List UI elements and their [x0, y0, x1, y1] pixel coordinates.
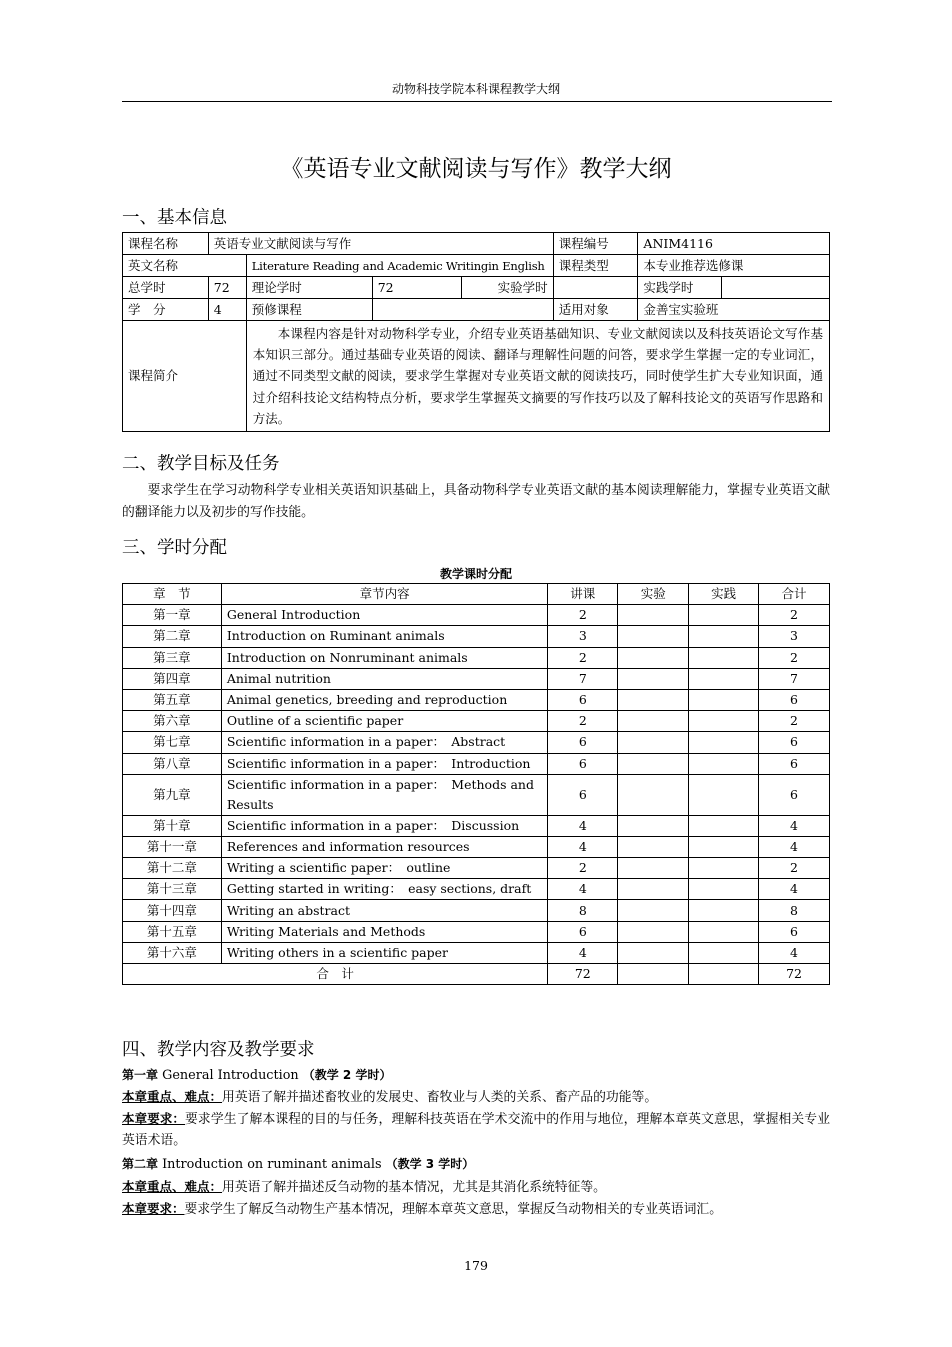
section-heading-hours: 三、学时分配	[122, 538, 227, 558]
row-total: 6	[759, 689, 830, 710]
chapter1-title: 第一章	[122, 1068, 159, 1082]
english-name-label: 英文名称	[123, 255, 247, 277]
row-content: Outline of a scientific paper	[221, 711, 548, 732]
col-header-lecture: 讲课	[548, 584, 618, 605]
col-header-content: 章节内容	[221, 584, 548, 605]
row-chapter: 第一章	[123, 605, 222, 626]
row-lab	[618, 942, 689, 963]
row-total: 2	[759, 711, 830, 732]
table-row	[123, 647, 830, 668]
row-content: Animal genetics, breeding and reproduction	[221, 689, 548, 710]
chapter2-req-text: 要求学生了解反刍动物生产基本情况，理解本章英文意思，掌握反刍动物相关的专业英语词汇。	[184, 1202, 722, 1217]
row-practice	[689, 858, 759, 879]
row-lecture: 2	[548, 858, 618, 879]
row-lab	[618, 753, 689, 774]
table-row	[123, 900, 830, 921]
row-chapter: 第十五章	[123, 921, 222, 942]
english-name-value: Literature Reading and Academic Writingin English	[246, 255, 553, 277]
table-row	[123, 942, 830, 963]
table-row	[123, 753, 830, 774]
row-content: Animal nutrition	[221, 668, 548, 689]
row-chapter: 第二章	[123, 626, 222, 647]
theory-hours-value: 72	[372, 277, 461, 299]
row-chapter: 第十六章	[123, 942, 222, 963]
row-total: 6	[759, 921, 830, 942]
row-content: Scientific information in a paper： Methods and Results	[221, 774, 548, 815]
row-practice	[689, 921, 759, 942]
row-practice	[689, 774, 759, 815]
practice-hours-label: 实践学时	[638, 277, 722, 299]
row-practice	[689, 689, 759, 710]
row-lecture: 2	[548, 711, 618, 732]
prereq-label: 预修课程	[246, 299, 372, 321]
chapter1-hours: （教学 2 学时）	[302, 1068, 392, 1082]
row-lab	[618, 858, 689, 879]
course-type-value: 本专业推荐选修课	[638, 255, 830, 277]
row-lecture: 4	[548, 879, 618, 900]
row-lab	[618, 921, 689, 942]
row-lab	[618, 879, 689, 900]
table-row	[123, 605, 830, 626]
row-lab	[618, 605, 689, 626]
row-total: 3	[759, 626, 830, 647]
section-heading-content: 四、教学内容及教学要求	[122, 1040, 315, 1060]
row-practice	[689, 753, 759, 774]
chapter1-req-label: 本章要求：	[122, 1111, 186, 1126]
basic-info-table	[122, 232, 830, 432]
audience-value: 金善宝实验班	[638, 299, 830, 321]
chapter2-hours: （教学 3 学时）	[385, 1157, 475, 1171]
audience-label: 适用对象	[553, 299, 638, 321]
row-lecture: 6	[548, 689, 618, 710]
chapter2-key-points	[122, 1176, 830, 1198]
row-lecture: 3	[548, 626, 618, 647]
course-intro-text: 本课程内容是针对动物科学专业，介绍专业英语基础知识、专业文献阅读以及科技英语论文写作基本知识三部分。通过基础专业英语的阅读、翻译与理解性问题的问答，要求学生掌握一定的专业词汇，通过不同类型文献的阅读，要求学生掌握对专业英语文献的阅读技巧，同时使学生扩大专业知识面，通过介绍科技论文结构特点分析，要求学生掌握英文摘要的写作技巧以及了解科技论文的英语写作思路和方法。	[246, 321, 829, 432]
row-content: Getting started in writing： easy sections, draft	[221, 879, 548, 900]
row-chapter: 第六章	[123, 711, 222, 732]
running-header: 动物科技学院本科课程教学大纲	[391, 82, 560, 96]
sum-total: 72	[759, 964, 830, 985]
course-intro-label: 课程简介	[123, 321, 247, 432]
chapter2-key-text: 用英语了解并描述反刍动物的基本情况，尤其是其消化系统特征等。	[222, 1180, 606, 1195]
row-lecture: 6	[548, 774, 618, 815]
section-heading-goals: 二、教学目标及任务	[122, 454, 280, 474]
table-row	[123, 774, 830, 815]
chapter1-heading	[122, 1065, 830, 1086]
table-row	[123, 879, 830, 900]
row-lecture: 6	[548, 921, 618, 942]
chapter2-title: 第二章	[122, 1157, 159, 1171]
page-number: 179	[464, 1258, 488, 1273]
row-chapter: 第四章	[123, 668, 222, 689]
row-lecture: 7	[548, 668, 618, 689]
row-chapter: 第七章	[123, 732, 222, 753]
chapter2-requirements	[122, 1198, 830, 1220]
table-row	[123, 711, 830, 732]
table-row	[123, 732, 830, 753]
document-title: 《英语专业文献阅读与写作》教学大纲	[280, 156, 672, 182]
row-chapter: 第三章	[123, 647, 222, 668]
course-name-label: 课程名称	[123, 233, 209, 255]
chapter1-key-label: 本章重点、难点：	[122, 1089, 223, 1104]
row-total: 4	[759, 836, 830, 857]
row-total: 6	[759, 774, 830, 815]
hours-table-sum-row	[123, 964, 830, 985]
row-chapter: 第十一章	[123, 836, 222, 857]
row-practice	[689, 626, 759, 647]
row-lecture: 4	[548, 815, 618, 836]
chapter1-key-text: 用英语了解并描述畜牧业的发展史、畜牧业与人类的关系、畜产品的功能等。	[222, 1090, 658, 1105]
hours-table-body	[123, 605, 830, 964]
chapter1-name: General Introduction	[162, 1068, 299, 1083]
row-content: Scientific information in a paper： Discussion	[221, 815, 548, 836]
sum-lab	[618, 964, 689, 985]
chapter1-key-points	[122, 1086, 830, 1108]
row-content: Writing Materials and Methods	[221, 921, 548, 942]
table-row	[123, 815, 830, 836]
table-row	[123, 921, 830, 942]
row-chapter: 第五章	[123, 689, 222, 710]
row-content: References and information resources	[221, 836, 548, 857]
row-practice	[689, 942, 759, 963]
row-practice	[689, 605, 759, 626]
row-total: 7	[759, 668, 830, 689]
sum-practice	[689, 964, 759, 985]
row-content: Introduction on Ruminant animals	[221, 626, 548, 647]
chapter1-req-text: 要求学生了解本课程的目的与任务，理解科技英语在学术交流中的作用与地位，理解本章英文意思，掌握相关专业英语术语。	[122, 1112, 830, 1148]
practice-hours-value	[722, 277, 830, 299]
row-chapter: 第九章	[123, 774, 222, 815]
row-lab	[618, 689, 689, 710]
table-row	[123, 668, 830, 689]
col-header-practice: 实践	[689, 584, 759, 605]
course-code-label: 课程编号	[553, 233, 638, 255]
row-total: 2	[759, 605, 830, 626]
table-row	[123, 689, 830, 710]
row-lecture: 8	[548, 900, 618, 921]
course-code-value: ANIM4116	[638, 233, 830, 255]
row-total: 8	[759, 900, 830, 921]
row-lab	[618, 732, 689, 753]
row-lab	[618, 647, 689, 668]
row-chapter: 第十三章	[123, 879, 222, 900]
section-heading-basic-info: 一、基本信息	[122, 208, 227, 228]
table-row	[123, 858, 830, 879]
row-practice	[689, 711, 759, 732]
col-header-lab: 实验	[618, 584, 689, 605]
row-lab	[618, 836, 689, 857]
row-lab	[618, 711, 689, 732]
row-total: 6	[759, 732, 830, 753]
row-content: Writing others in a scientific paper	[221, 942, 548, 963]
goals-paragraph: 要求学生在学习动物科学专业相关英语知识基础上，具备动物科学专业英语文献的基本阅读理解能力，掌握专业英语文献的翻译能力以及初步的写作技能。	[122, 483, 830, 520]
row-chapter: 第十章	[123, 815, 222, 836]
chapter2-heading	[122, 1154, 830, 1175]
row-practice	[689, 900, 759, 921]
row-chapter: 第十四章	[123, 900, 222, 921]
row-content: General Introduction	[221, 605, 548, 626]
chapter2-name: Introduction on ruminant animals	[162, 1157, 382, 1172]
row-content: Scientific information in a paper： Abstract	[221, 732, 548, 753]
row-total: 4	[759, 879, 830, 900]
row-content: Writing a scientific paper： outline	[221, 858, 548, 879]
row-practice	[689, 668, 759, 689]
credits-label: 学 分	[123, 299, 209, 321]
hours-table	[122, 583, 830, 985]
course-type-label: 课程类型	[553, 255, 638, 277]
row-content: Writing an abstract	[221, 900, 548, 921]
row-lecture: 4	[548, 942, 618, 963]
row-lab	[618, 774, 689, 815]
row-practice	[689, 836, 759, 857]
total-hours-value: 72	[208, 277, 246, 299]
row-total: 2	[759, 647, 830, 668]
sum-label: 合 计	[123, 964, 548, 985]
row-lecture: 6	[548, 753, 618, 774]
row-content: Introduction on Nonruminant animals	[221, 647, 548, 668]
row-total: 2	[759, 858, 830, 879]
lab-hours-label: 实验学时	[461, 277, 553, 299]
total-hours-label: 总学时	[123, 277, 209, 299]
row-lab	[618, 900, 689, 921]
chapter1-requirements	[122, 1108, 830, 1151]
row-lab	[618, 668, 689, 689]
row-total: 6	[759, 753, 830, 774]
hours-table-caption: 教学课时分配	[439, 567, 512, 581]
row-lecture: 2	[548, 647, 618, 668]
row-lab	[618, 815, 689, 836]
credits-value: 4	[208, 299, 246, 321]
chapter2-key-label: 本章重点、难点：	[122, 1179, 223, 1194]
lab-hours-value	[553, 277, 638, 299]
hours-table-header	[123, 584, 830, 605]
row-total: 4	[759, 815, 830, 836]
col-header-chapter: 章 节	[123, 584, 222, 605]
row-practice	[689, 879, 759, 900]
row-lab	[618, 626, 689, 647]
row-content: Scientific information in a paper： Introduction	[221, 753, 548, 774]
row-practice	[689, 815, 759, 836]
chapter2-req-label: 本章要求：	[122, 1201, 185, 1216]
row-total: 4	[759, 942, 830, 963]
row-practice	[689, 732, 759, 753]
row-practice	[689, 647, 759, 668]
table-row	[123, 836, 830, 857]
sum-lecture: 72	[548, 964, 618, 985]
prereq-value	[372, 299, 553, 321]
row-lecture: 2	[548, 605, 618, 626]
row-lecture: 4	[548, 836, 618, 857]
table-row	[123, 626, 830, 647]
row-lecture: 6	[548, 732, 618, 753]
header-rule	[122, 101, 832, 102]
row-chapter: 第十二章	[123, 858, 222, 879]
row-chapter: 第八章	[123, 753, 222, 774]
course-name-value: 英语专业文献阅读与写作	[208, 233, 553, 255]
theory-hours-label: 理论学时	[246, 277, 372, 299]
col-header-total: 合计	[759, 584, 830, 605]
